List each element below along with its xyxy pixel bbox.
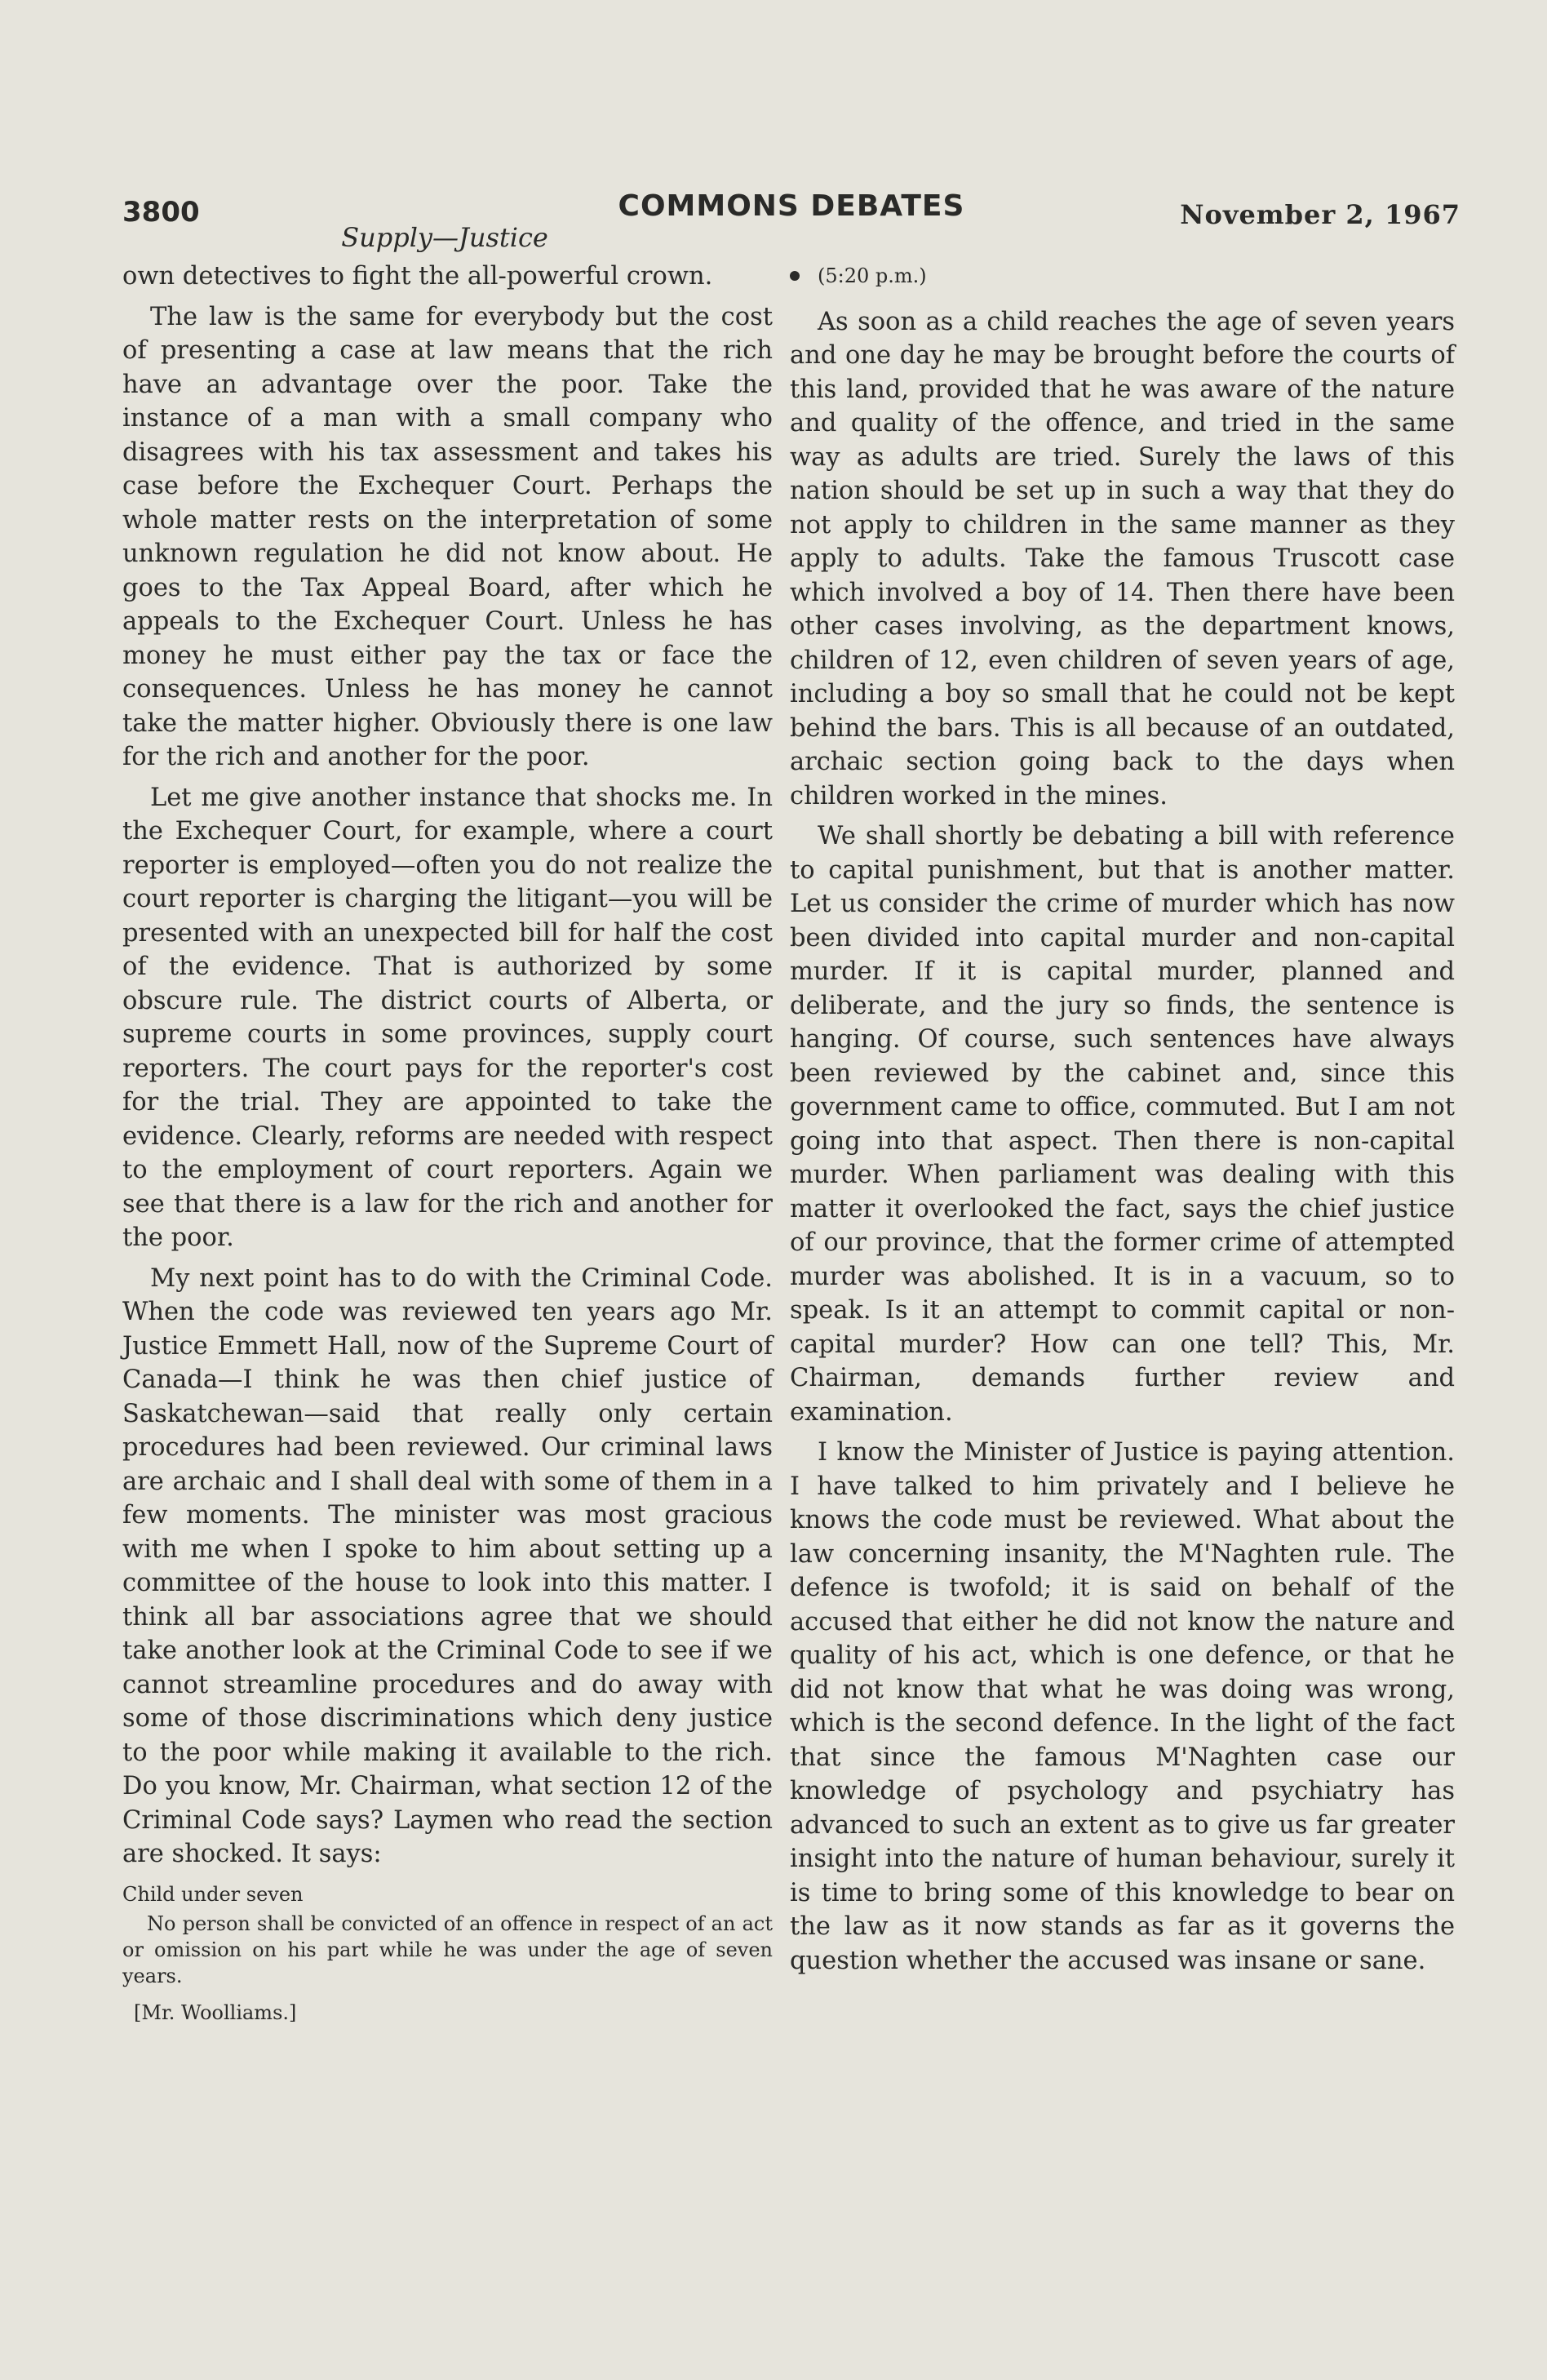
paragraph: own detectives to fight the all-powerful crown. — [122, 262, 713, 291]
quoted-section-heading: Child under seven — [122, 1882, 304, 1906]
publication-date: November 2, 1967 — [1180, 199, 1461, 230]
time-stamp — [790, 260, 1455, 294]
paragraph: I know the Minister of Justice is paying attention. I have talked to him privately and I believe he knows the code must be reviewed. What about the law concerning insanity, the M'Naghten rule. The defence is twofold; it is said on behalf of the accused that either he did not know the nature and quality of his act, which is one defence, or that he did not know that what he was doing was wrong, which is the second defence. In the light of the fact that since the famous M'Naghten case our knowledge of psychology and psychiatry has advanced to such an extent as to give us far greater insight into the nature of human behaviour, surely it is time to bring some of this knowledge to bear on the law as it now stands as far as it governs the question whether the accused was insane or sane. — [790, 1438, 1455, 1975]
right-column — [790, 260, 1455, 1978]
speaker-attribution: [Mr. Woolliams.] — [134, 2000, 297, 2024]
time-label: (5:20 p.m.) — [818, 264, 927, 287]
paragraph: We shall shortly be debating a bill with reference to capital punishment, but that is another matter. Let us consider the crime of murder which has now been divided into capital murder and non-capital murder. If it is capital murder, planned and deliberate, and the jury so finds, the sentence is hanging. Of course, such sentences have always been reviewed by the cabinet and, since this government came to office, commuted. But I am not going into that aspect. Then there is non-capital murder. When parliament was dealing with this matter it overlooked the fact, says the chief justice of our province, that the former crime of attempted murder was abolished. It is in a vacuum, so to speak. Is it an attempt to commit capital or non-capital murder? How can one tell? This, Mr. Chairman, demands further review and examination. — [790, 822, 1455, 1427]
paragraph: As soon as a child reaches the age of seven years and one day he may be brought before the courts of this land, provided that he was aware of the nature and quality of the offence, and tried in the same way as adults are tried. Surely the laws of this nation should be set up in such a way that they do not apply to children in the same manner as they apply to adults. Take the famous Truscott case which involved a boy of 14. Then there have been other cases involving, as the department knows, children of 12, even children of seven years of age, including a boy so small that he could not be kept behind the bars. This is all because of an outdated, archaic section going back to the days when children worked in the mines. — [790, 307, 1455, 810]
publication-title: COMMONS DEBATES — [618, 189, 965, 223]
page-number: 3800 — [122, 196, 200, 229]
left-column — [122, 260, 773, 2027]
section-title: Supply—Justice — [341, 222, 548, 253]
bullet-icon — [790, 271, 800, 281]
paragraph: Let me give another instance that shocks me. In the Exchequer Court, for example, where a court reporter is employed—often you do not realize the court reporter is charging the litigant—you will be presented with an unexpected bill for half the cost of the evidence. That is authorized by some obscure rule. The district courts of Alberta, or supreme courts in some provinces, supply court reporters. The court pays for the reporter's cost for the trial. They are appointed to take the evidence. Clearly, reforms are needed with respect to the employment of court reporters. Again we see that there is a law for the rich and another for the poor. — [122, 783, 773, 1252]
paragraph: My next point has to do with the Criminal Code. When the code was reviewed ten years ago Mr. Justice Emmett Hall, now of the Supreme Court of Canada—I think he was then chief justice of Saskatchewan—said that really only certain procedures had been reviewed. Our criminal laws are archaic and I shall deal with some of them in a few moments. The minister was most gracious with me when I spoke to him about setting up a committee of the house to look into this matter. I think all bar associations agree that we should take another look at the Criminal Code to see if we cannot streamline procedures and do away with some of those discriminations which deny justice to the poor while making it available to the rich. Do you know, Mr. Chairman, what section 12 of the Criminal Code says? Laymen who read the section are shocked. It says: — [122, 1263, 773, 1868]
quoted-statute: No person shall be convicted of an offence in respect of an act or omission on his part while he was under the age of seven years. — [122, 1912, 773, 1987]
paragraph: The law is the same for everybody but the cost of presenting a case at law means that the rich have an advantage over the poor. Take the instance of a man with a small company who disagrees with his tax assessment and takes his case before the Exchequer Court. Perhaps the whole matter rests on the interpretation of some unknown regulation he did not know about. He goes to the Tax Appeal Board, after which he appeals to the Exchequer Court. Unless he has money he must either pay the tax or face the consequences. Unless he has money he cannot take the matter higher. Obviously there is one law for the rich and another for the poor. — [122, 302, 773, 771]
